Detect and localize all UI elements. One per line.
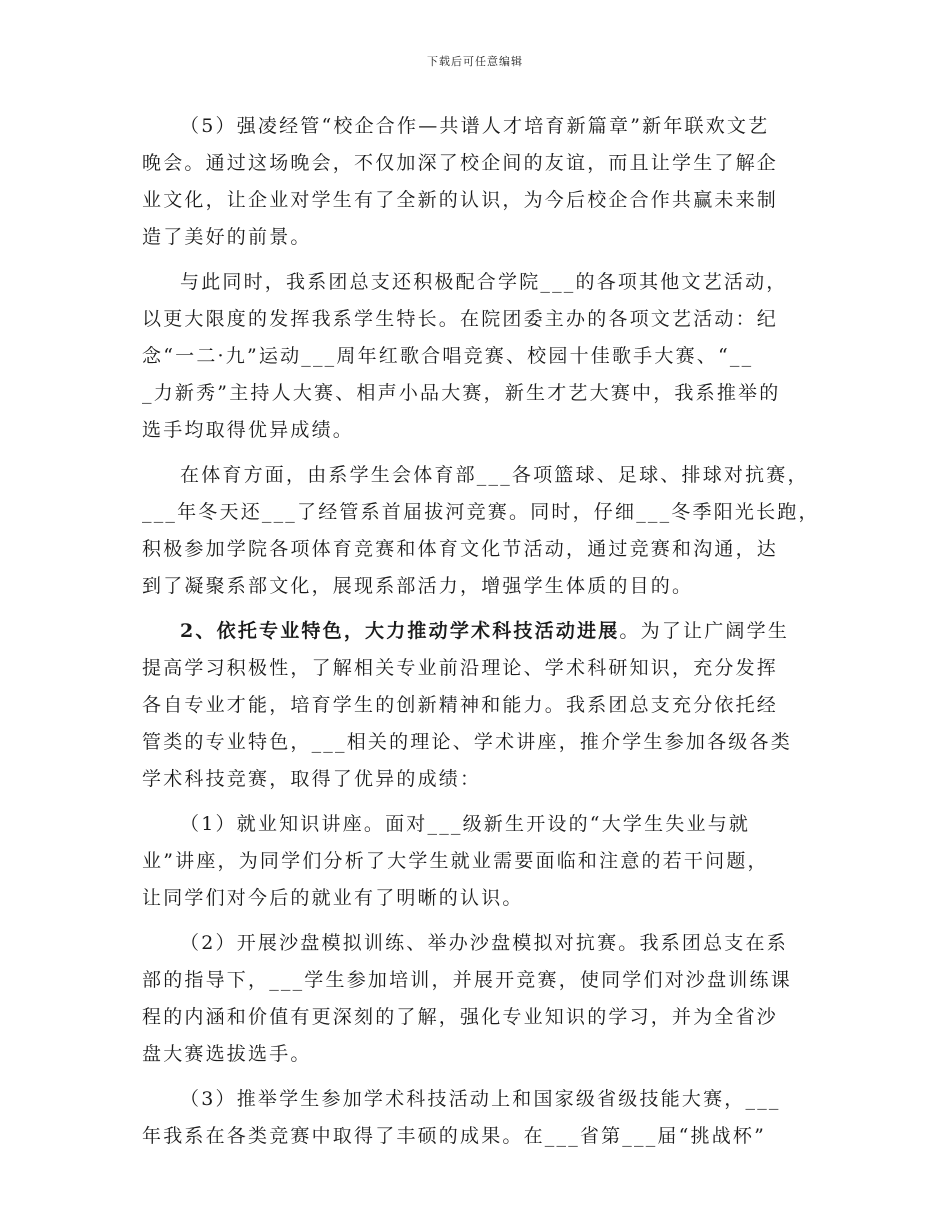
text-line: 积极参加学院各项体育竞赛和体育文化节活动，通过竞赛和沟通，达 — [142, 538, 779, 560]
paragraph-academic — [142, 613, 810, 798]
text-line: 造了美好的前景。 — [142, 226, 312, 248]
text-line: ___年冬天还___了经管系首届拔河竞赛。同时，仔细___冬季阳光长跑， — [142, 501, 820, 523]
text-line: 盘大赛选拔选手。 — [142, 1043, 312, 1065]
text-line: 在体育方面，由系学生会体育部___各项篮球、足球、排球对抗赛， — [180, 464, 809, 486]
heading-continuation: 。为了让广阔学生 — [619, 620, 790, 642]
text-line — [142, 613, 810, 650]
paragraph-competitions — [142, 1081, 810, 1155]
page-header: 下载后可任意编辑 — [427, 55, 523, 68]
paragraph-gala — [142, 108, 810, 256]
text-line: 提高学习积极性，了解相关专业前沿理论、学术科研知识，充分发挥 — [142, 657, 779, 679]
text-line: （5）强凌经管“校企合作—共谱人才培育新篇章”新年联欢文艺 — [180, 115, 770, 137]
text-line: （1）就业知识讲座。面对___级新生开设的“大学生失业与就 — [180, 813, 751, 835]
paragraph-sports — [142, 457, 820, 605]
text-line: 部的指导下，___学生参加培训，并展开竞赛，使同学们对沙盘训练课 — [142, 969, 792, 991]
text-line: _力新秀”主持人大赛、相声小品大赛，新生才艺大赛中，我系推举的 — [142, 382, 781, 404]
paragraph-sandtable — [142, 925, 810, 1073]
paragraph-arts — [142, 264, 810, 449]
text-line: 业文化，让企业对学生有了全新的认识，为今后校企合作共赢未来制 — [142, 189, 779, 211]
text-line: 晚会。通过这场晚会，不仅加深了校企间的友谊，而且让学生了解企 — [142, 152, 779, 174]
text-line: 到了凝聚系部文化，展现系部活力，增强学生体质的目的。 — [142, 575, 694, 597]
text-line: 年我系在各类竞赛中取得了丰硕的成果。在___省第___届“挑战杯” — [142, 1125, 767, 1147]
text-line: 程的内涵和价值有更深刻的了解，强化专业知识的学习，并为全省沙 — [142, 1006, 779, 1028]
document-body — [142, 108, 820, 1163]
text-line: 学术科技竞赛，取得了优异的成绩： — [142, 768, 482, 790]
text-line: 选手均取得优异成绩。 — [142, 419, 355, 441]
text-line: 念“一二·九”运动___周年红歌合唱竞赛、校园十佳歌手大赛、“__ — [142, 345, 754, 367]
text-line: （2）开展沙盘模拟训练、举办沙盘模拟对抗赛。我系团总支在系 — [180, 932, 788, 954]
text-line: 让同学们对今后的就业有了明晰的认识。 — [142, 887, 524, 909]
text-line: 以更大限度的发挥我系学生特长。在院团委主办的各项文艺活动：纪 — [142, 308, 779, 330]
text-line: 各自专业才能，培育学生的创新精神和能力。我系团总支充分依托经 — [142, 694, 779, 716]
text-line: 业”讲座，为同学们分析了大学生就业需要面临和注意的若干问题， — [142, 850, 769, 872]
paragraph-lecture — [142, 806, 810, 917]
text-line: （3）推举学生参加学术科技活动上和国家级省级技能大赛，___ — [180, 1088, 781, 1110]
section-heading: 2、依托专业特色，大力推动学术科技活动进展 — [180, 620, 620, 642]
text-line: 管类的专业特色，___相关的理论、学术讲座，推介学生参加各级各类 — [142, 731, 792, 753]
text-line: 与此同时，我系团总支还积极配合学院___的各项其他文艺活动， — [180, 271, 788, 293]
